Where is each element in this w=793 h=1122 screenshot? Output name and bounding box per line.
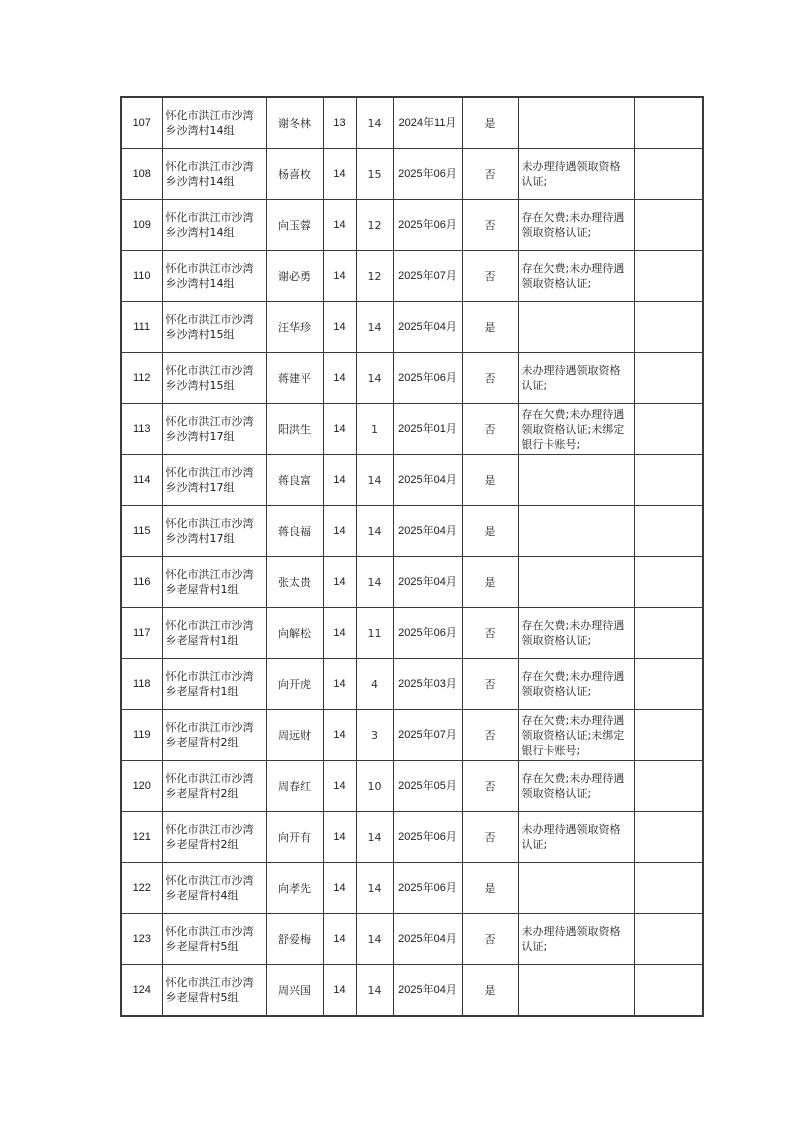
name-cell: 向开虎 [266,659,323,710]
remark-cell [634,761,703,812]
reason-cell: 未办理待遇领取资格认证; [518,149,634,200]
date-cell: 2025年07月 [393,710,462,761]
table-row [121,251,703,302]
count-b-cell: 14 [356,506,393,557]
date-cell: 2025年06月 [393,149,462,200]
count-b-cell: 14 [356,863,393,914]
reason-cell: 未办理待遇领取资格认证; [518,353,634,404]
count-a-cell: 14 [323,812,356,863]
table-row [121,812,703,863]
remark-cell [634,302,703,353]
status-cell: 否 [462,761,518,812]
remark-cell [634,863,703,914]
status-cell: 否 [462,149,518,200]
address-cell: 怀化市洪江市沙湾乡老屋背村1组 [162,557,266,608]
name-cell: 汪华珍 [266,302,323,353]
date-cell: 2025年04月 [393,506,462,557]
count-a-cell: 14 [323,200,356,251]
remark-cell [634,812,703,863]
count-a-cell: 14 [323,761,356,812]
table-row [121,200,703,251]
date-cell: 2025年04月 [393,302,462,353]
remark-cell [634,251,703,302]
count-b-cell: 15 [356,149,393,200]
status-cell: 否 [462,812,518,863]
row-number: 118 [121,659,162,710]
count-b-cell: 14 [356,455,393,506]
name-cell: 谢必勇 [266,251,323,302]
address-cell: 怀化市洪江市沙湾乡老屋背村1组 [162,608,266,659]
address-cell: 怀化市洪江市沙湾乡老屋背村2组 [162,761,266,812]
status-cell: 是 [462,965,518,1017]
address-cell: 怀化市洪江市沙湾乡沙湾村15组 [162,353,266,404]
reason-cell: 存在欠费;未办理待遇领取资格认证;未绑定银行卡账号; [518,404,634,455]
count-a-cell: 14 [323,404,356,455]
remark-cell [634,455,703,506]
remark-cell [634,353,703,404]
date-cell: 2025年03月 [393,659,462,710]
roster-body [121,97,703,1016]
name-cell: 谢冬林 [266,97,323,149]
status-cell: 是 [462,863,518,914]
status-cell: 否 [462,914,518,965]
count-b-cell: 14 [356,812,393,863]
count-b-cell: 12 [356,200,393,251]
count-b-cell: 14 [356,353,393,404]
row-number: 113 [121,404,162,455]
table-row [121,863,703,914]
count-b-cell: 3 [356,710,393,761]
count-a-cell: 14 [323,608,356,659]
date-cell: 2025年04月 [393,455,462,506]
table-row [121,965,703,1017]
name-cell: 向解松 [266,608,323,659]
name-cell: 周兴国 [266,965,323,1017]
remark-cell [634,710,703,761]
reason-cell: 存在欠费;未办理待遇领取资格认证; [518,608,634,659]
name-cell: 蒋良福 [266,506,323,557]
count-b-cell: 14 [356,97,393,149]
row-number: 117 [121,608,162,659]
remark-cell [634,404,703,455]
count-b-cell: 10 [356,761,393,812]
count-a-cell: 14 [323,353,356,404]
count-b-cell: 4 [356,659,393,710]
row-number: 108 [121,149,162,200]
count-b-cell: 14 [356,914,393,965]
roster-table [120,96,704,1017]
table-row [121,149,703,200]
name-cell: 阳洪生 [266,404,323,455]
table-row [121,97,703,149]
reason-cell [518,506,634,557]
count-a-cell: 14 [323,863,356,914]
status-cell: 是 [462,97,518,149]
name-cell: 蒋建平 [266,353,323,404]
address-cell: 怀化市洪江市沙湾乡老屋背村5组 [162,965,266,1017]
table-row [121,761,703,812]
reason-cell: 存在欠费;未办理待遇领取资格认证; [518,659,634,710]
date-cell: 2025年01月 [393,404,462,455]
address-cell: 怀化市洪江市沙湾乡老屋背村2组 [162,710,266,761]
row-number: 112 [121,353,162,404]
name-cell: 向玉蓉 [266,200,323,251]
address-cell: 怀化市洪江市沙湾乡沙湾村14组 [162,200,266,251]
status-cell: 否 [462,404,518,455]
date-cell: 2024年11月 [393,97,462,149]
name-cell: 舒爱梅 [266,914,323,965]
address-cell: 怀化市洪江市沙湾乡老屋背村4组 [162,863,266,914]
table-row [121,404,703,455]
row-number: 107 [121,97,162,149]
name-cell: 杨喜枚 [266,149,323,200]
table-row [121,608,703,659]
name-cell: 周春红 [266,761,323,812]
row-number: 120 [121,761,162,812]
address-cell: 怀化市洪江市沙湾乡老屋背村1组 [162,659,266,710]
name-cell: 蒋良富 [266,455,323,506]
row-number: 115 [121,506,162,557]
remark-cell [634,506,703,557]
count-a-cell: 14 [323,659,356,710]
count-a-cell: 14 [323,149,356,200]
remark-cell [634,200,703,251]
reason-cell [518,965,634,1017]
status-cell: 否 [462,608,518,659]
remark-cell [634,914,703,965]
count-b-cell: 14 [356,302,393,353]
address-cell: 怀化市洪江市沙湾乡沙湾村17组 [162,455,266,506]
count-b-cell: 12 [356,251,393,302]
reason-cell: 存在欠费;未办理待遇领取资格认证; [518,761,634,812]
date-cell: 2025年06月 [393,200,462,251]
date-cell: 2025年04月 [393,557,462,608]
address-cell: 怀化市洪江市沙湾乡沙湾村17组 [162,404,266,455]
table-row [121,302,703,353]
name-cell: 张太贵 [266,557,323,608]
status-cell: 否 [462,659,518,710]
row-number: 121 [121,812,162,863]
count-a-cell: 14 [323,251,356,302]
remark-cell [634,608,703,659]
table-row [121,353,703,404]
count-b-cell: 1 [356,404,393,455]
address-cell: 怀化市洪江市沙湾乡沙湾村14组 [162,251,266,302]
status-cell: 是 [462,455,518,506]
address-cell: 怀化市洪江市沙湾乡沙湾村14组 [162,97,266,149]
count-a-cell: 14 [323,965,356,1017]
reason-cell: 存在欠费;未办理待遇领取资格认证; [518,251,634,302]
date-cell: 2025年06月 [393,608,462,659]
status-cell: 否 [462,710,518,761]
table-row [121,455,703,506]
row-number: 109 [121,200,162,251]
name-cell: 向开有 [266,812,323,863]
date-cell: 2025年06月 [393,353,462,404]
table-row [121,557,703,608]
reason-cell: 存在欠费;未办理待遇领取资格认证; [518,200,634,251]
count-a-cell: 14 [323,455,356,506]
address-cell: 怀化市洪江市沙湾乡沙湾村15组 [162,302,266,353]
count-a-cell: 14 [323,506,356,557]
reason-cell: 存在欠费;未办理待遇领取资格认证;未绑定银行卡账号; [518,710,634,761]
row-number: 116 [121,557,162,608]
status-cell: 否 [462,200,518,251]
row-number: 111 [121,302,162,353]
reason-cell: 未办理待遇领取资格认证; [518,812,634,863]
reason-cell: 未办理待遇领取资格认证; [518,914,634,965]
reason-cell [518,863,634,914]
reason-cell [518,97,634,149]
status-cell: 否 [462,353,518,404]
date-cell: 2025年06月 [393,863,462,914]
row-number: 122 [121,863,162,914]
reason-cell [518,455,634,506]
count-b-cell: 14 [356,557,393,608]
status-cell: 是 [462,506,518,557]
table-row [121,506,703,557]
date-cell: 2025年07月 [393,251,462,302]
table-row [121,710,703,761]
reason-cell [518,557,634,608]
row-number: 124 [121,965,162,1017]
name-cell: 周远财 [266,710,323,761]
date-cell: 2025年06月 [393,812,462,863]
date-cell: 2025年05月 [393,761,462,812]
count-a-cell: 14 [323,710,356,761]
table-row [121,659,703,710]
status-cell: 是 [462,557,518,608]
remark-cell [634,659,703,710]
reason-cell [518,302,634,353]
row-number: 110 [121,251,162,302]
table-row [121,914,703,965]
date-cell: 2025年04月 [393,914,462,965]
count-b-cell: 14 [356,965,393,1017]
row-number: 123 [121,914,162,965]
row-number: 119 [121,710,162,761]
date-cell: 2025年04月 [393,965,462,1017]
name-cell: 向孝先 [266,863,323,914]
remark-cell [634,97,703,149]
count-a-cell: 13 [323,97,356,149]
status-cell: 是 [462,302,518,353]
count-b-cell: 11 [356,608,393,659]
row-number: 114 [121,455,162,506]
status-cell: 否 [462,251,518,302]
address-cell: 怀化市洪江市沙湾乡老屋背村2组 [162,812,266,863]
remark-cell [634,557,703,608]
remark-cell [634,965,703,1017]
address-cell: 怀化市洪江市沙湾乡沙湾村14组 [162,149,266,200]
address-cell: 怀化市洪江市沙湾乡老屋背村5组 [162,914,266,965]
count-a-cell: 14 [323,302,356,353]
count-a-cell: 14 [323,914,356,965]
address-cell: 怀化市洪江市沙湾乡沙湾村17组 [162,506,266,557]
count-a-cell: 14 [323,557,356,608]
remark-cell [634,149,703,200]
